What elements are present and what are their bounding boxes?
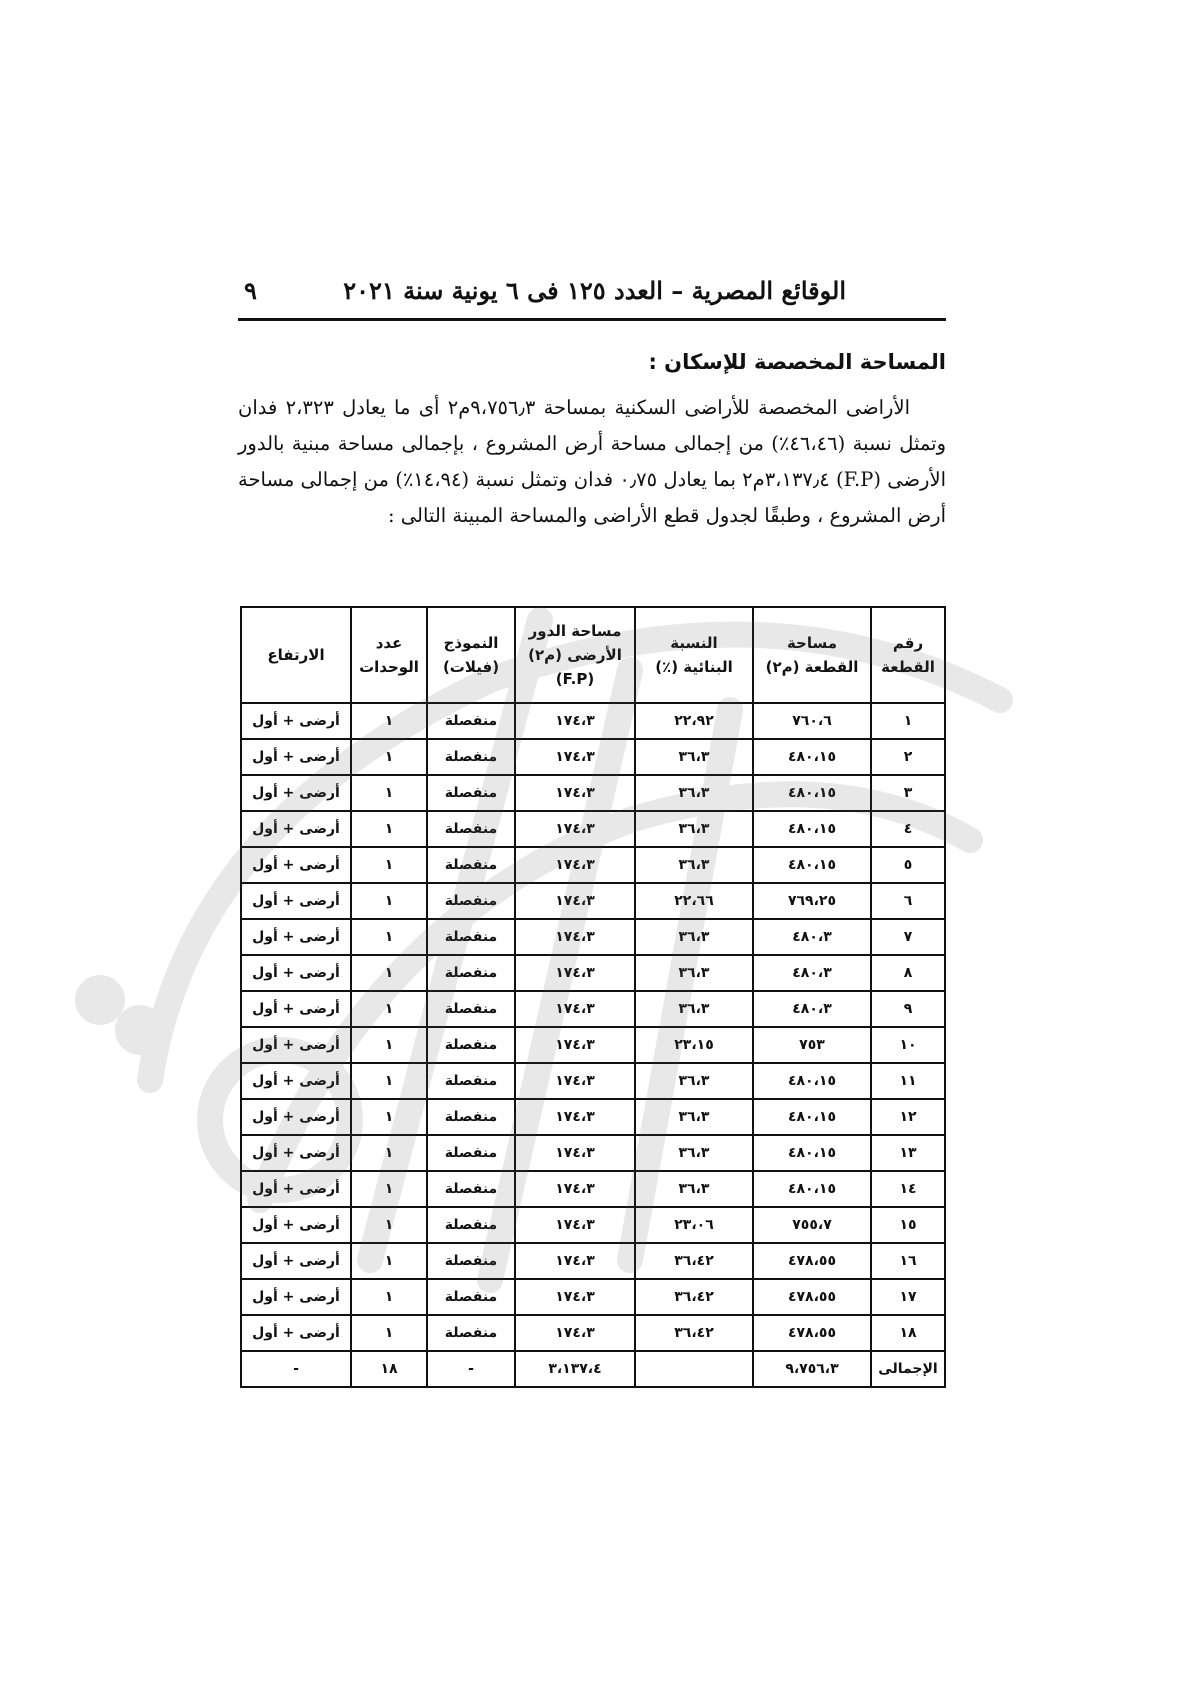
cell-fp-area: ١٧٤،٣ (515, 739, 635, 775)
table-row (241, 703, 945, 739)
cell-plot-area: ٧٦٩،٢٥ (753, 883, 871, 919)
cell-plot-area: ٤٧٨،٥٥ (753, 1243, 871, 1279)
col-header-line: (فيلات) (442, 658, 500, 676)
cell-fp-area: ١٧٤،٣ (515, 811, 635, 847)
cell-building-ratio: ٣٦،٤٢ (635, 1243, 753, 1279)
cell-plot-no: ١٥ (871, 1207, 945, 1243)
cell-plot-no: ١٧ (871, 1279, 945, 1315)
cell-building-ratio: ٣٦،٣ (635, 991, 753, 1027)
col-header-line: رقم (892, 634, 924, 652)
total-building-ratio (635, 1351, 753, 1387)
total-model: - (427, 1351, 515, 1387)
table-row (241, 1315, 945, 1351)
cell-fp-area: ١٧٤،٣ (515, 1207, 635, 1243)
total-plot-area: ٩،٧٥٦،٣ (753, 1351, 871, 1387)
table-row (241, 955, 945, 991)
cell-units: ١ (351, 955, 427, 991)
cell-model: منفصلة (427, 703, 515, 739)
col-header-line: عدد (375, 634, 403, 652)
watermark-dot (128, 1018, 152, 1042)
cell-model: منفصلة (427, 883, 515, 919)
col-header-height (241, 607, 351, 703)
cell-fp-area: ١٧٤،٣ (515, 1099, 635, 1135)
table-row (241, 1027, 945, 1063)
cell-height: أرضى + أول (241, 811, 351, 847)
cell-units: ١ (351, 1171, 427, 1207)
table-row (241, 991, 945, 1027)
col-header-line: مساحة (786, 634, 838, 652)
col-header-units (351, 607, 427, 703)
cell-model: منفصلة (427, 1171, 515, 1207)
cell-plot-area: ٧٥٥،٧ (753, 1207, 871, 1243)
cell-building-ratio: ٣٦،٣ (635, 1171, 753, 1207)
cell-height: أرضى + أول (241, 703, 351, 739)
cell-fp-area: ١٧٤،٣ (515, 703, 635, 739)
cell-plot-no: ١١ (871, 1063, 945, 1099)
cell-height: أرضى + أول (241, 847, 351, 883)
cell-fp-area: ١٧٤،٣ (515, 919, 635, 955)
cell-model: منفصلة (427, 1063, 515, 1099)
cell-plot-area: ٤٨٠،١٥ (753, 1099, 871, 1135)
cell-units: ١ (351, 1315, 427, 1351)
cell-plot-no: ٦ (871, 883, 945, 919)
cell-plot-no: ١ (871, 703, 945, 739)
table-row (241, 1243, 945, 1279)
cell-building-ratio: ٢٣،١٥ (635, 1027, 753, 1063)
cell-model: منفصلة (427, 1315, 515, 1351)
table-row (241, 919, 945, 955)
cell-model: منفصلة (427, 1207, 515, 1243)
cell-plot-area: ٤٨٠،١٥ (753, 1171, 871, 1207)
cell-units: ١ (351, 1135, 427, 1171)
col-header-line: الارتفاع (267, 646, 325, 664)
cell-building-ratio: ٣٦،٣ (635, 775, 753, 811)
body-paragraph (238, 390, 946, 534)
col-header-building-ratio (635, 607, 753, 703)
cell-units: ١ (351, 1027, 427, 1063)
cell-fp-area: ١٧٤،٣ (515, 1315, 635, 1351)
col-header-line: النسبة (670, 634, 718, 652)
page-header (238, 272, 946, 312)
cell-model: منفصلة (427, 919, 515, 955)
cell-height: أرضى + أول (241, 991, 351, 1027)
table-row (241, 1099, 945, 1135)
cell-fp-area: ١٧٤،٣ (515, 1135, 635, 1171)
cell-height: أرضى + أول (241, 1135, 351, 1171)
cell-fp-area: ١٧٤،٣ (515, 847, 635, 883)
col-header-line: القطعة (م٢) (765, 658, 859, 676)
cell-plot-no: ١٨ (871, 1315, 945, 1351)
table-row (241, 1279, 945, 1315)
cell-height: أرضى + أول (241, 1063, 351, 1099)
cell-units: ١ (351, 1063, 427, 1099)
col-header-line: البنائية (٪) (655, 658, 733, 676)
cell-building-ratio: ٣٦،٣ (635, 919, 753, 955)
col-header-line: النموذج (443, 634, 499, 652)
cell-model: منفصلة (427, 955, 515, 991)
cell-model: منفصلة (427, 739, 515, 775)
cell-fp-area: ١٧٤،٣ (515, 991, 635, 1027)
cell-building-ratio: ٣٦،٣ (635, 955, 753, 991)
table-row (241, 775, 945, 811)
cell-model: منفصلة (427, 811, 515, 847)
plots-table (240, 606, 946, 1388)
cell-units: ١ (351, 1207, 427, 1243)
cell-height: أرضى + أول (241, 775, 351, 811)
cell-model: منفصلة (427, 991, 515, 1027)
cell-units: ١ (351, 883, 427, 919)
col-header-plot-area (753, 607, 871, 703)
cell-model: منفصلة (427, 1279, 515, 1315)
cell-plot-area: ٤٨٠،١٥ (753, 739, 871, 775)
total-fp-area: ٣،١٣٧،٤ (515, 1351, 635, 1387)
cell-building-ratio: ٣٦،٤٢ (635, 1315, 753, 1351)
cell-building-ratio: ٣٦،٣ (635, 1099, 753, 1135)
cell-plot-area: ٤٨٠،٣ (753, 955, 871, 991)
cell-plot-no: ١٣ (871, 1135, 945, 1171)
cell-model: منفصلة (427, 775, 515, 811)
cell-plot-no: ٩ (871, 991, 945, 1027)
cell-plot-no: ٢ (871, 739, 945, 775)
cell-building-ratio: ٢٢،٩٢ (635, 703, 753, 739)
cell-plot-no: ١٠ (871, 1027, 945, 1063)
cell-building-ratio: ٢٢،٦٦ (635, 883, 753, 919)
cell-units: ١ (351, 739, 427, 775)
total-height: - (241, 1351, 351, 1387)
cell-height: أرضى + أول (241, 883, 351, 919)
cell-plot-no: ٧ (871, 919, 945, 955)
cell-building-ratio: ٣٦،٣ (635, 1135, 753, 1171)
cell-model: منفصلة (427, 1135, 515, 1171)
cell-height: أرضى + أول (241, 1171, 351, 1207)
cell-building-ratio: ٣٦،٣ (635, 847, 753, 883)
cell-plot-no: ٨ (871, 955, 945, 991)
col-header-line: الوحدات (359, 658, 419, 676)
cell-fp-area: ١٧٤،٣ (515, 1171, 635, 1207)
body-paragraph-text: الأراضى المخصصة للأراضى السكنية بمساحة ٩،٧٥٦٫٣م٢ أى ما يعادل ٢،٣٢٣ فدان وتمثل نسبة (٤٦،٤٦٪) من إجمالى مساحة أرض المشروع ، بإجمالى مساحة مبنية بالدور الأرضى (F.P) ٣،١٣٧٫٤م٢ بما يعادل ٠٫٧٥ فدان وتمثل نسبة (١٤،٩٤٪) من إجمالى مساحة أرض المشروع ، وطبقًا لجدول قطع الأراضى والمساحة المبينة التالى : (238, 396, 946, 527)
cell-units: ١ (351, 1279, 427, 1315)
table-header-row (241, 607, 945, 703)
cell-plot-area: ٧٦٠،٦ (753, 703, 871, 739)
cell-plot-no: ١٤ (871, 1171, 945, 1207)
cell-plot-no: ١٢ (871, 1099, 945, 1135)
cell-height: أرضى + أول (241, 919, 351, 955)
col-header-model (427, 607, 515, 703)
cell-plot-area: ٧٥٣ (753, 1027, 871, 1063)
col-header-line: مساحة الدور (528, 622, 622, 640)
cell-units: ١ (351, 811, 427, 847)
cell-fp-area: ١٧٤،٣ (515, 1027, 635, 1063)
cell-height: أرضى + أول (241, 1315, 351, 1351)
cell-plot-area: ٤٨٠،١٥ (753, 811, 871, 847)
cell-units: ١ (351, 775, 427, 811)
cell-building-ratio: ٣٦،٣ (635, 811, 753, 847)
cell-height: أرضى + أول (241, 1099, 351, 1135)
col-header-line: (F.P) (555, 670, 595, 688)
plots-table-body (241, 703, 945, 1387)
cell-plot-no: ٤ (871, 811, 945, 847)
cell-units: ١ (351, 1243, 427, 1279)
table-row (241, 1207, 945, 1243)
table-row (241, 847, 945, 883)
cell-fp-area: ١٧٤،٣ (515, 1063, 635, 1099)
cell-plot-area: ٤٧٨،٥٥ (753, 1279, 871, 1315)
cell-height: أرضى + أول (241, 955, 351, 991)
cell-model: منفصلة (427, 1027, 515, 1063)
total-units: ١٨ (351, 1351, 427, 1387)
col-header-plot-no (871, 607, 945, 703)
cell-fp-area: ١٧٤،٣ (515, 775, 635, 811)
table-row (241, 1135, 945, 1171)
cell-height: أرضى + أول (241, 1279, 351, 1315)
cell-plot-area: ٤٨٠،١٥ (753, 775, 871, 811)
table-row (241, 883, 945, 919)
cell-fp-area: ١٧٤،٣ (515, 955, 635, 991)
cell-plot-area: ٤٨٠،١٥ (753, 1135, 871, 1171)
cell-building-ratio: ٢٣،٠٦ (635, 1207, 753, 1243)
cell-units: ١ (351, 703, 427, 739)
cell-height: أرضى + أول (241, 1027, 351, 1063)
cell-plot-area: ٤٨٠،١٥ (753, 1063, 871, 1099)
table-total-row (241, 1351, 945, 1387)
section-heading: المساحة المخصصة للإسكان : (648, 350, 946, 374)
cell-model: منفصلة (427, 1243, 515, 1279)
cell-fp-area: ١٧٤،٣ (515, 1279, 635, 1315)
col-header-line: القطعة (881, 658, 935, 676)
cell-plot-area: ٤٨٠،٣ (753, 919, 871, 955)
cell-plot-no: ٥ (871, 847, 945, 883)
cell-units: ١ (351, 919, 427, 955)
cell-plot-area: ٤٧٨،٥٥ (753, 1315, 871, 1351)
cell-model: منفصلة (427, 1099, 515, 1135)
table-row (241, 1063, 945, 1099)
col-header-fp-area (515, 607, 635, 703)
table-row (241, 1171, 945, 1207)
cell-plot-no: ١٦ (871, 1243, 945, 1279)
cell-units: ١ (351, 1099, 427, 1135)
cell-model: منفصلة (427, 847, 515, 883)
cell-units: ١ (351, 847, 427, 883)
cell-plot-no: ٣ (871, 775, 945, 811)
col-header-line: الأرضى (م٢) (528, 646, 622, 664)
header-rule (238, 318, 946, 321)
cell-height: أرضى + أول (241, 1207, 351, 1243)
cell-building-ratio: ٣٦،٤٢ (635, 1279, 753, 1315)
cell-plot-area: ٤٨٠،١٥ (753, 847, 871, 883)
total-plot-no: الإجمالى (871, 1351, 945, 1387)
page-number: ٩ (244, 276, 257, 305)
table-row (241, 811, 945, 847)
cell-plot-area: ٤٨٠،٣ (753, 991, 871, 1027)
watermark-dot (88, 988, 112, 1012)
cell-fp-area: ١٧٤،٣ (515, 883, 635, 919)
cell-height: أرضى + أول (241, 1243, 351, 1279)
cell-units: ١ (351, 991, 427, 1027)
header-title: الوقائع المصرية – العدد ١٢٥ فى ٦ يونية سنة ٢٠٢١ (343, 276, 846, 305)
cell-building-ratio: ٣٦،٣ (635, 739, 753, 775)
cell-building-ratio: ٣٦،٣ (635, 1063, 753, 1099)
cell-height: أرضى + أول (241, 739, 351, 775)
table-row (241, 739, 945, 775)
cell-fp-area: ١٧٤،٣ (515, 1243, 635, 1279)
